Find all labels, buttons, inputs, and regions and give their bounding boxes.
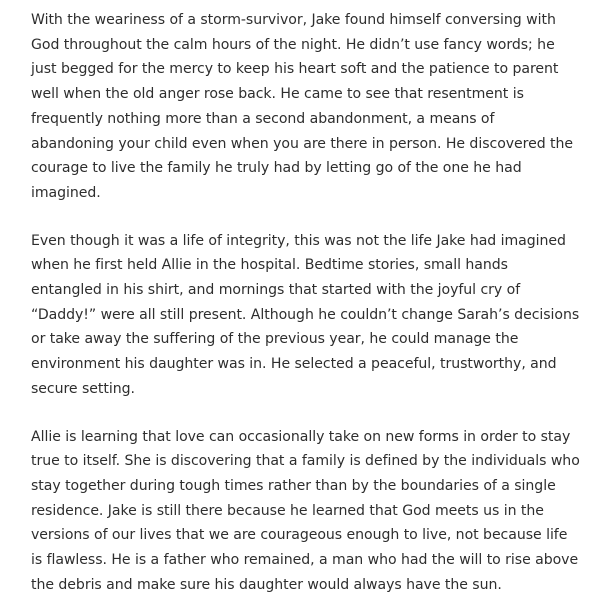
article-paragraph: Even though it was a life of integrity, this was not the life Jake had imagined when he first held Allie in the hospital. Bedtime stories, small hands entangled in his shirt, and mornings that started with the joyful cry of “Daddy!” were all still present. Although he couldn’t change Sarah’s decisions or take away the suffering of the previous year, he could manage the environment his daughter was in. He selected a peaceful, trustworthy, and secure setting.: [31, 232, 580, 397]
article-paragraph: Allie is learning that love can occasionally take on new forms in order to stay true to itself. She is discovering that a family is defined by the individuals who stay together during tough times rather than by the boundaries of a single residence. Jake is still there because he learned that God meets us in the versions of our lives that we are courageous enough to live, not because life is flawless. He is a father who remained, a man who had the will to rise above the debris and make sure his daughter would always have the sun.: [31, 428, 580, 593]
article-body: [31, 8, 581, 597]
article-paragraph: With the weariness of a storm-survivor, Jake found himself conversing with God throughout the calm hours of the night. He didn’t use fancy words; he just begged for the mercy to keep his heart soft and the patience to parent well when the old anger rose back. He came to see that resentment is frequently nothing more than a second abandonment, a means of abandoning your child even when you are there in person. He discovered the courage to live the family he truly had by letting go of the one he had imagined.: [31, 12, 574, 201]
